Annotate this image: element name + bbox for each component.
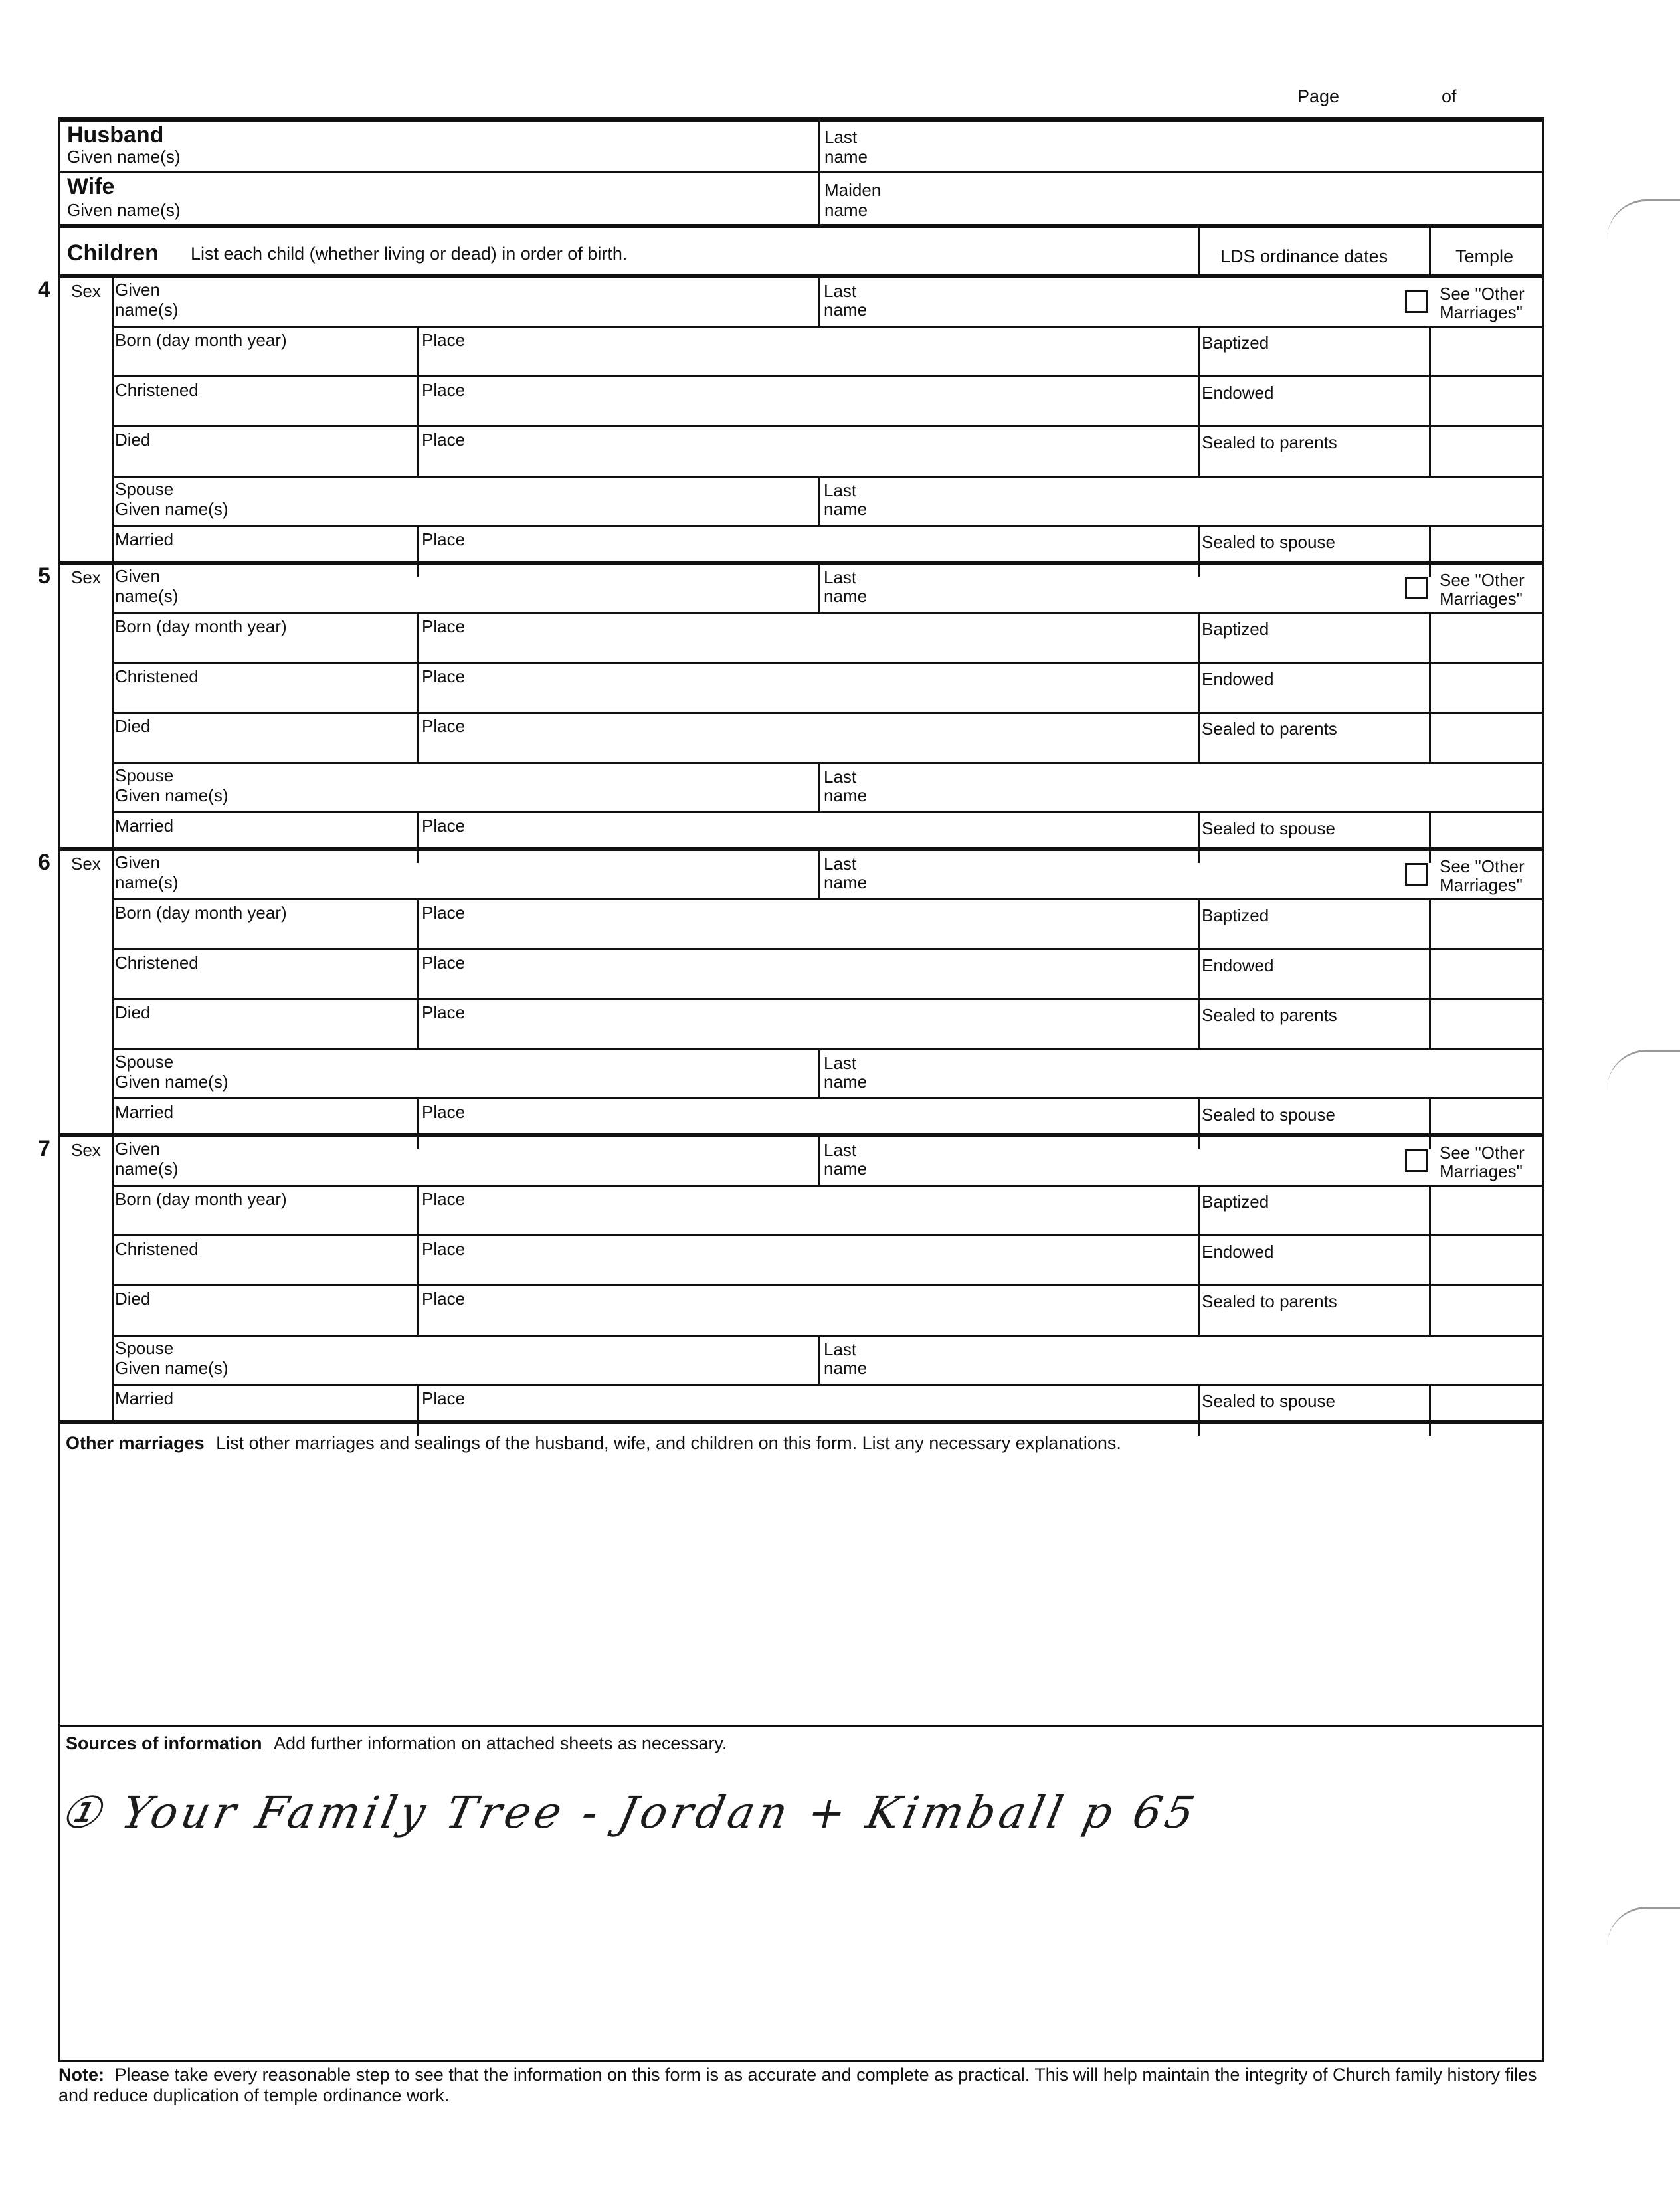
place-label: Place xyxy=(422,330,466,350)
place-label: Place xyxy=(422,666,466,686)
child-number: 6 xyxy=(38,850,50,875)
given-label: Given xyxy=(115,280,160,300)
place-label: Place xyxy=(422,617,466,636)
married-label: Married xyxy=(115,1102,174,1122)
last-name-label: name xyxy=(824,499,868,519)
given-label: Given xyxy=(115,566,160,586)
christened-label: Christened xyxy=(115,1239,199,1259)
divider xyxy=(1429,1286,1431,1335)
child-row-event xyxy=(112,1187,1542,1236)
last-name-label: name xyxy=(824,785,868,805)
note-text: Please take every reasonable step to see that the information on this form is as accurate and complete as practical. This will help maintain the integrity of Church family history files and reduce duplication of temple ordinance work. xyxy=(58,2065,1537,2105)
spouse-given-label: Given name(s) xyxy=(115,1358,229,1378)
place-label: Place xyxy=(422,1189,466,1209)
died-label: Died xyxy=(115,1002,151,1022)
place-label: Place xyxy=(422,816,466,836)
marriages-label: Marriages" xyxy=(1440,1161,1523,1181)
place-label: Place xyxy=(422,716,466,736)
divider xyxy=(1429,1386,1431,1436)
place-label: Place xyxy=(422,1289,466,1309)
divider xyxy=(1198,1286,1200,1335)
last-name-label: name xyxy=(824,1159,868,1179)
divider xyxy=(417,328,419,375)
divider xyxy=(1198,377,1200,425)
other-marriages-header xyxy=(66,1433,1121,1453)
divider xyxy=(1429,328,1431,375)
marriages-label: Marriages" xyxy=(1440,302,1523,322)
last-label: Last xyxy=(824,767,857,787)
divider xyxy=(1198,1236,1200,1284)
divider xyxy=(417,1000,419,1048)
divider xyxy=(818,122,820,171)
last-name-label: name xyxy=(824,1358,868,1378)
divider xyxy=(417,1187,419,1234)
other-marriages-title: Other marriages xyxy=(66,1433,205,1453)
other-marriages-instruction: List other marriages and sealings of the husband, wife, and children on this form. List any necessary explanations. xyxy=(216,1433,1121,1453)
baptized-label: Baptized xyxy=(1202,333,1269,353)
children-header-row xyxy=(60,228,1542,278)
sex-label: Sex xyxy=(71,854,101,874)
child-row-event xyxy=(112,1286,1542,1337)
baptized-label: Baptized xyxy=(1202,1192,1269,1212)
child-block xyxy=(38,850,1542,1137)
child-row-married xyxy=(112,1386,1542,1436)
marriages-label: Marriages" xyxy=(1440,589,1523,609)
child-row-event xyxy=(112,950,1542,1000)
see-other-label: See "Other xyxy=(1440,284,1525,304)
child-row-event xyxy=(112,328,1542,377)
child-row-event xyxy=(112,900,1542,950)
sealed-parents-label: Sealed to parents xyxy=(1202,1005,1337,1025)
sealed-spouse-label: Sealed to spouse xyxy=(1202,818,1335,838)
child-row-name xyxy=(112,278,1542,328)
sealed-spouse-label: Sealed to spouse xyxy=(1202,1105,1335,1125)
last-label: Last xyxy=(824,480,857,500)
given-label: Given xyxy=(115,852,160,872)
child-row-spouse xyxy=(112,478,1542,527)
sex-label: Sex xyxy=(71,281,101,301)
husband-title: Husband xyxy=(67,122,164,147)
place-label: Place xyxy=(422,1002,466,1022)
page-label: Page xyxy=(1297,86,1340,106)
other-marriages-checkbox[interactable] xyxy=(1405,1149,1428,1172)
sealed-spouse-label: Sealed to spouse xyxy=(1202,532,1335,552)
place-label: Place xyxy=(422,529,466,549)
divider xyxy=(1198,714,1200,762)
divider xyxy=(818,1337,820,1384)
last-name-label: name xyxy=(824,586,868,606)
divider xyxy=(1429,1236,1431,1284)
divider xyxy=(1198,1187,1200,1234)
christened-label: Christened xyxy=(115,380,199,400)
divider xyxy=(818,565,820,612)
child-row-event xyxy=(112,427,1542,478)
divider xyxy=(417,427,419,476)
divider xyxy=(1429,714,1431,762)
last-label: Last xyxy=(824,281,857,301)
married-label: Married xyxy=(115,529,174,549)
spouse-label: Spouse xyxy=(115,1338,174,1358)
sources-header xyxy=(66,1733,727,1753)
see-other-label: See "Other xyxy=(1440,856,1525,876)
wife-name-label: name xyxy=(824,200,868,220)
divider xyxy=(1198,664,1200,712)
divider xyxy=(818,173,820,224)
other-marriages-checkbox[interactable] xyxy=(1405,863,1428,886)
child-number: 4 xyxy=(38,277,50,302)
married-label: Married xyxy=(115,1388,174,1408)
spouse-given-label: Given name(s) xyxy=(115,1072,229,1092)
born-label: Born (day month year) xyxy=(115,1189,287,1209)
place-label: Place xyxy=(422,1102,466,1122)
wife-title: Wife xyxy=(67,174,115,199)
sex-label: Sex xyxy=(71,1140,101,1160)
binder-hole xyxy=(1607,199,1680,259)
spouse-label: Spouse xyxy=(115,479,174,499)
died-label: Died xyxy=(115,716,151,736)
born-label: Born (day month year) xyxy=(115,903,287,923)
sealed-parents-label: Sealed to parents xyxy=(1202,432,1337,452)
child-row-event xyxy=(112,377,1542,427)
see-other-label: See "Other xyxy=(1440,570,1525,590)
child-row-spouse xyxy=(112,1337,1542,1386)
husband-given-label: Given name(s) xyxy=(67,147,181,167)
spouse-given-label: Given name(s) xyxy=(115,785,229,805)
husband-last-label: Last xyxy=(824,127,858,147)
lds-ordinance-label: LDS ordinance dates xyxy=(1220,246,1388,266)
divider xyxy=(417,900,419,948)
last-name-label: name xyxy=(824,300,868,320)
last-label: Last xyxy=(824,1140,857,1160)
divider xyxy=(1429,377,1431,425)
divider xyxy=(1198,228,1200,274)
born-label: Born (day month year) xyxy=(115,330,287,350)
child-block xyxy=(38,1136,1542,1424)
other-marriages-section xyxy=(60,1424,1542,1727)
last-name-label: name xyxy=(824,872,868,892)
divider xyxy=(417,1236,419,1284)
divider xyxy=(1429,614,1431,662)
sealed-parents-label: Sealed to parents xyxy=(1202,719,1337,739)
wife-maiden-label: Maiden xyxy=(824,180,882,200)
divider xyxy=(1429,664,1431,712)
child-row-event xyxy=(112,664,1542,714)
given-name-label: name(s) xyxy=(115,300,179,320)
endowed-label: Endowed xyxy=(1202,669,1274,689)
divider xyxy=(818,278,820,326)
child-row-name xyxy=(112,565,1542,614)
child-block xyxy=(38,277,1542,565)
given-label: Given xyxy=(115,1139,160,1159)
last-label: Last xyxy=(824,1053,857,1073)
divider xyxy=(1198,427,1200,476)
temple-label: Temple xyxy=(1455,246,1514,266)
last-label: Last xyxy=(824,854,857,874)
last-name-label: name xyxy=(824,1072,868,1092)
of-label: of xyxy=(1442,86,1457,106)
sealed-spouse-label: Sealed to spouse xyxy=(1202,1391,1335,1411)
place-label: Place xyxy=(422,1388,466,1408)
divider xyxy=(417,614,419,662)
binder-hole xyxy=(1607,1050,1680,1109)
divider xyxy=(417,950,419,998)
divider xyxy=(1429,1000,1431,1048)
last-label: Last xyxy=(824,567,857,587)
endowed-label: Endowed xyxy=(1202,1242,1274,1262)
divider xyxy=(417,1286,419,1335)
divider xyxy=(818,478,820,525)
child-row-event xyxy=(112,1000,1542,1050)
christened-label: Christened xyxy=(115,953,199,973)
given-name-label: name(s) xyxy=(115,1159,179,1179)
divider xyxy=(1429,950,1431,998)
child-number: 7 xyxy=(38,1136,50,1161)
divider xyxy=(1198,900,1200,948)
spouse-label: Spouse xyxy=(115,765,174,785)
wife-row xyxy=(60,173,1542,228)
children-instruction: List each child (whether living or dead) in order of birth. xyxy=(191,244,628,264)
divider xyxy=(1198,1386,1200,1436)
divider xyxy=(818,764,820,811)
endowed-label: Endowed xyxy=(1202,383,1274,403)
endowed-label: Endowed xyxy=(1202,955,1274,975)
spouse-label: Spouse xyxy=(115,1052,174,1072)
husband-row xyxy=(60,122,1542,173)
spouse-given-label: Given name(s) xyxy=(115,499,229,519)
marriages-label: Marriages" xyxy=(1440,875,1523,895)
divider xyxy=(417,714,419,762)
child-block xyxy=(38,563,1542,851)
child-row-spouse xyxy=(112,1050,1542,1099)
divider xyxy=(1429,427,1431,476)
divider xyxy=(818,851,820,898)
child-number: 5 xyxy=(38,563,50,589)
last-label: Last xyxy=(824,1339,857,1359)
husband-name-label: name xyxy=(824,147,868,167)
see-other-label: See "Other xyxy=(1440,1143,1525,1163)
sources-section xyxy=(60,1727,1542,2063)
given-name-label: name(s) xyxy=(115,586,179,606)
children-title: Children xyxy=(67,240,159,266)
divider xyxy=(1429,1187,1431,1234)
place-label: Place xyxy=(422,1239,466,1259)
married-label: Married xyxy=(115,816,174,836)
sex-label: Sex xyxy=(71,567,101,587)
divider xyxy=(1429,900,1431,948)
divider xyxy=(1198,328,1200,375)
note-label: Note: xyxy=(58,2065,104,2085)
divider xyxy=(1198,614,1200,662)
handwritten-source: ① Your Family Tree - Jordan + Kimball p 65 xyxy=(55,1787,1203,1838)
child-row-name xyxy=(112,851,1542,900)
divider xyxy=(417,377,419,425)
child-row-spouse xyxy=(112,764,1542,813)
other-marriages-checkbox[interactable] xyxy=(1405,577,1428,599)
given-name-label: name(s) xyxy=(115,872,179,892)
divider xyxy=(818,1137,820,1185)
sources-instruction: Add further information on attached sheets as necessary. xyxy=(274,1733,727,1753)
child-row-name xyxy=(112,1137,1542,1187)
died-label: Died xyxy=(115,430,151,450)
divider xyxy=(1429,228,1431,274)
binder-hole xyxy=(1607,1907,1680,1966)
sealed-parents-label: Sealed to parents xyxy=(1202,1291,1337,1311)
baptized-label: Baptized xyxy=(1202,619,1269,639)
baptized-label: Baptized xyxy=(1202,906,1269,925)
place-label: Place xyxy=(422,430,466,450)
divider xyxy=(1198,950,1200,998)
died-label: Died xyxy=(115,1289,151,1309)
divider xyxy=(1198,1000,1200,1048)
divider xyxy=(417,1386,419,1436)
family-group-form xyxy=(38,117,1544,2062)
place-label: Place xyxy=(422,953,466,973)
christened-label: Christened xyxy=(115,666,199,686)
wife-given-label: Given name(s) xyxy=(67,200,181,220)
sources-title: Sources of information xyxy=(66,1733,262,1753)
child-row-event xyxy=(112,614,1542,664)
other-marriages-checkbox[interactable] xyxy=(1405,290,1428,313)
child-row-event xyxy=(112,714,1542,764)
child-row-event xyxy=(112,1236,1542,1286)
born-label: Born (day month year) xyxy=(115,617,287,636)
place-label: Place xyxy=(422,903,466,923)
divider xyxy=(417,664,419,712)
divider xyxy=(818,1050,820,1098)
note-footer xyxy=(58,2065,1544,2106)
place-label: Place xyxy=(422,380,466,400)
